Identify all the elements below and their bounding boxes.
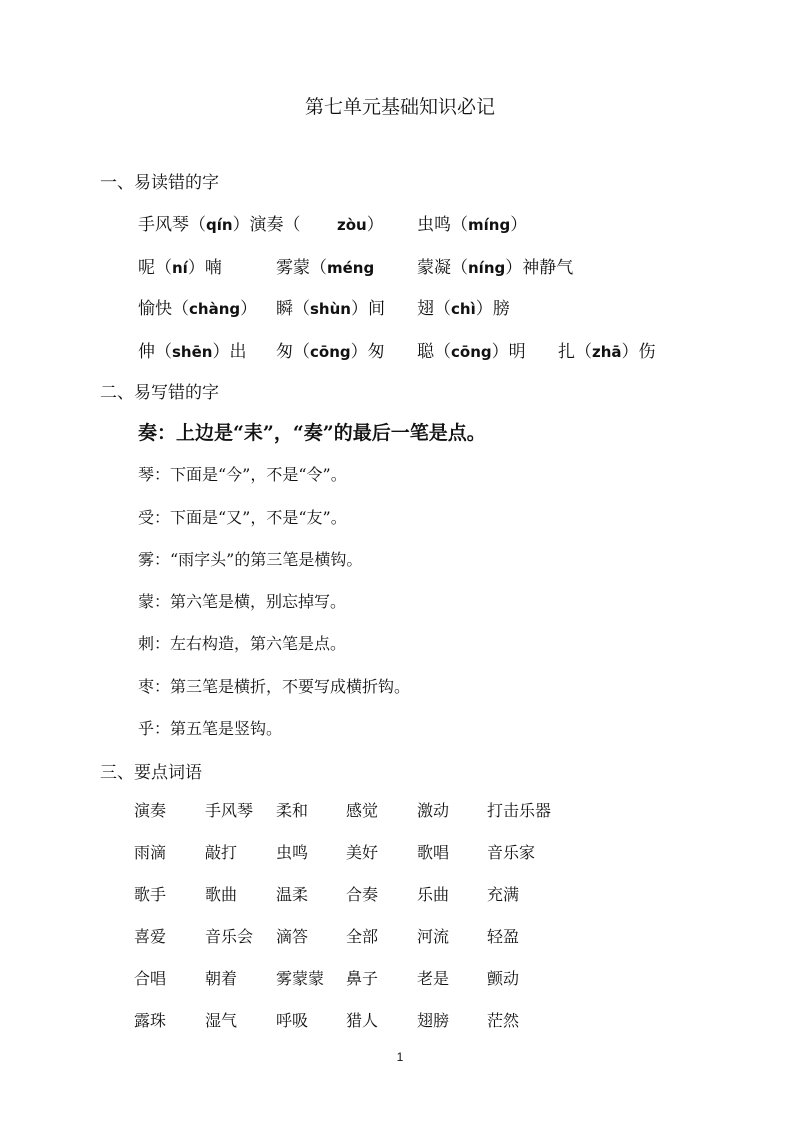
- vocab-word: 翅膀: [417, 1011, 450, 1030]
- vocab-word: 虫鸣: [276, 843, 309, 862]
- vocab-word: 歌曲: [205, 885, 238, 904]
- section-heading-miswritten: 二、易写错的字: [100, 383, 219, 403]
- reading-item: 聪（cōng）明: [417, 342, 526, 362]
- page-number: 1: [396, 1050, 404, 1064]
- vocab-word: 湿气: [205, 1011, 238, 1030]
- reading-item: 雾蒙（méng: [276, 258, 375, 278]
- vocab-word: 鼻子: [346, 969, 379, 988]
- writing-note: 受：下面是“又”，不是“友”。: [138, 508, 347, 527]
- vocab-word: 呼吸: [276, 1011, 309, 1030]
- reading-item: 翅（chì）膀: [417, 299, 510, 319]
- vocab-word: 喜爱: [134, 927, 167, 946]
- vocab-word: 合奏: [346, 885, 379, 904]
- vocab-word: 美好: [346, 843, 379, 862]
- vocab-word: 感觉: [346, 801, 379, 820]
- vocab-word: 滴答: [276, 927, 309, 946]
- highlight-note: 奏：上边是“耒”，“奏”的最后一笔是点。: [138, 422, 486, 444]
- vocab-word: 颤动: [487, 969, 520, 988]
- vocab-word: 露珠: [134, 1011, 167, 1030]
- vocab-word: 全部: [346, 927, 379, 946]
- writing-note: 乎：第五笔是竖钩。: [138, 719, 283, 738]
- vocab-word: 打击乐器: [487, 801, 552, 820]
- reading-item: 瞬（shùn）间: [276, 299, 385, 319]
- vocab-word: 敲打: [205, 843, 238, 862]
- vocab-word: 演奏: [134, 801, 167, 820]
- writing-note: 刺：左右构造，第六笔是点。: [138, 634, 347, 653]
- vocab-word: 充满: [487, 885, 520, 904]
- vocab-word: 茫然: [487, 1011, 520, 1030]
- vocab-word: 乐曲: [417, 885, 450, 904]
- reading-item: zòu）: [337, 215, 384, 235]
- vocab-word: 雾蒙蒙: [276, 969, 325, 988]
- vocab-word: 歌手: [134, 885, 167, 904]
- reading-item: 扎（zhā）伤: [558, 342, 656, 362]
- reading-item: 匆（cōng）匆: [276, 342, 385, 362]
- vocab-word: 合唱: [134, 969, 167, 988]
- vocab-word: 猎人: [346, 1011, 379, 1030]
- vocab-word: 温柔: [276, 885, 309, 904]
- reading-item: 蒙凝（níng）神静气: [417, 258, 574, 278]
- reading-item: 伸（shēn）出: [138, 342, 247, 362]
- reading-item: 虫鸣（míng）: [417, 215, 528, 235]
- reading-item: 愉快（chàng）: [138, 299, 258, 319]
- writing-note: 枣：第三笔是横折，不要写成横折钩。: [138, 677, 411, 696]
- vocab-word: 朝着: [205, 969, 238, 988]
- vocab-word: 手风琴: [205, 801, 254, 820]
- vocab-word: 激动: [417, 801, 450, 820]
- vocab-word: 歌唱: [417, 843, 450, 862]
- writing-note: 蒙：第六笔是横，别忘掉写。: [138, 592, 347, 611]
- reading-item: 呢（ní）喃: [138, 258, 222, 278]
- writing-note: 琴：下面是“今”，不是“令”。: [138, 465, 347, 484]
- vocab-word: 柔和: [276, 801, 309, 820]
- section-heading-misread: 一、易读错的字: [100, 173, 219, 193]
- vocab-word: 轻盈: [487, 927, 520, 946]
- reading-item: 手风琴（qín）演奏（: [138, 215, 301, 235]
- vocab-word: 音乐家: [487, 843, 536, 862]
- page-title: 第七单元基础知识必记: [304, 96, 495, 118]
- vocab-word: 河流: [417, 927, 450, 946]
- section-heading-keywords: 三、要点词语: [100, 763, 202, 783]
- vocab-word: 音乐会: [205, 927, 254, 946]
- writing-note: 雾：“雨字头”的第三笔是横钩。: [138, 550, 363, 569]
- vocab-word: 老是: [417, 969, 450, 988]
- vocab-word: 雨滴: [134, 843, 167, 862]
